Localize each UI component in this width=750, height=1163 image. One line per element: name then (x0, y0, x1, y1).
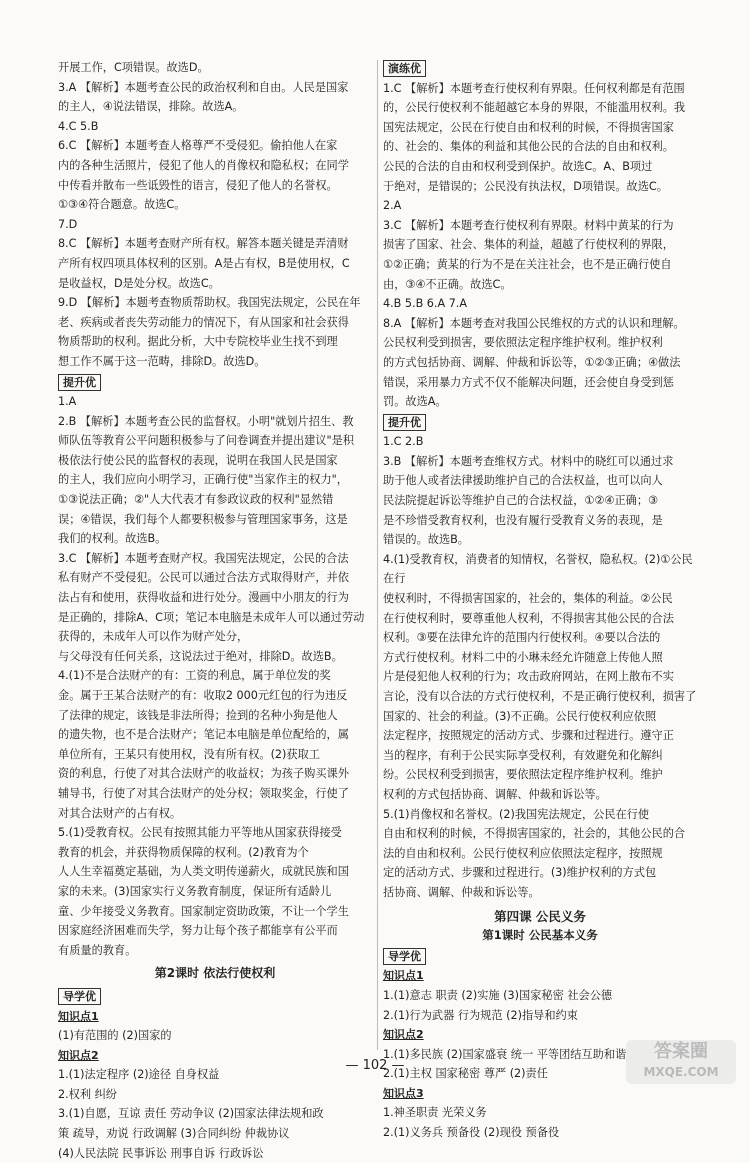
text-line: 4.C 5.B (58, 119, 99, 133)
text-line: 的方式包括协商、调解、仲裁和诉讼等，①②③正确；④做法 (383, 355, 681, 369)
text-line: 人人生幸福奠定基础，为人类文明传递薪火，成就民族和国 (58, 865, 349, 879)
text-line: 5.(1)受教育权。公民有按照其能力平等地从国家获得接受 (58, 826, 342, 840)
text-line: 教育的机会，并获得物质保障的权利。(2)教育为个 (58, 845, 309, 859)
text-line: 使权利时，不得损害国家的，社会的，集体的利益。②公民 (383, 592, 673, 606)
text-line: 定的活动方式、步骤和过程进行。(3)维护权利的方式包 (383, 866, 657, 880)
text-line: (1)有范围的 (2)国家的 (58, 1029, 172, 1043)
text-line: 罚。故选A。 (383, 395, 447, 409)
text-line: 的、社会的、集体的利益和其他公民的合法的自由和权利。 (383, 140, 674, 154)
text-line: 公民权利受到损害，要依照法定程序维护权利。维护权利 (383, 336, 663, 350)
text-line: 3.C 【解析】本题考查行使权利有界限。材料中黄某的行为 (383, 218, 674, 232)
text-line: 2.(1)主权 国家秘密 尊严 (2)责任 (383, 1067, 548, 1081)
text-line: 2.(1)行为武器 行为规范 (2)指导和约束 (383, 1008, 578, 1022)
text-line: 策 疏导，劝说 行政调解 (3)合同纠纷 仲裁协议 (58, 1127, 290, 1141)
text-line: 9.D 【解析】本题考查物质帮助权。我国宪法规定，公民在年 (58, 296, 361, 310)
text-line: 当的程序，有利于公民实际享受权利，有效避免和化解纠 (383, 748, 663, 762)
text-line: 民法院提起诉讼等维护自己的合法权益，①②④正确；③ (383, 494, 659, 508)
text-line: 5.(1)肖像权和名誉权。(2)我国宪法规定，公民在行使 (383, 807, 650, 821)
text-line: 权利的方式包括协商、调解、仲裁和诉讼等。 (383, 787, 607, 801)
text-line: 片是侵犯他人权利的行为；攻击政府网站，在网上散布不实 (383, 670, 674, 684)
watermark-line2: MXQE.COM (643, 1065, 719, 1079)
text-line: 2.B 【解析】本题考查公民的监督权。小明"就划片招生、教 (58, 414, 354, 428)
unit-title: 第四课 公民义务 (494, 908, 586, 924)
section-tag: 导学优 (58, 988, 101, 1005)
text-line: 开展工作，C项错误。故选D。 (58, 61, 209, 74)
text-line: 2.A (383, 199, 402, 213)
text-line: 在行使权利时，要尊重他人权利，不得损害其他公民的合法 (383, 611, 674, 625)
text-line: 言论，没有以合法的方式行使权利，不是正确行使权利，损害了 (383, 690, 697, 703)
text-line: 于绝对，是错误的；公民没有执法权，D项错误。故选C。 (383, 179, 668, 193)
text-line: 国宪法规定，公民在行使自由和权利的时候，不得损害国家 (383, 120, 674, 134)
text-line: 3.C 【解析】本题考查财产权。我国宪法规定，公民的合法 (58, 551, 349, 565)
text-line: 1.(1)多民族 (2)国家盛衰 统一 平等团结互助和谐 (383, 1047, 627, 1061)
text-line: 方式行使权利。材料二中的小琳未经允许随意上传他人照 (383, 650, 663, 664)
text-line: 因家庭经济困难而失学，努力让每个孩子都能享有公平而 (58, 924, 338, 938)
text-line: 是收益权，D是处分权。故选C。 (58, 276, 220, 290)
text-line: 物质帮助的权利。据此分析，大中专院校毕业生找不到理 (58, 335, 338, 349)
text-line: 由，③④不正确。故选C。 (383, 277, 512, 291)
text-line: ①③④符合题意。故选C。 (58, 198, 186, 212)
text-line: 与父母没有任何关系，这说法过于绝对，排除D。故选B。 (58, 649, 343, 663)
text-line: 损害了国家、社会、集体的利益，超越了行使权利的界限， (383, 238, 674, 252)
text-line: 8.A 【解析】本题考查对我国公民维权的方式的认识和理解。 (383, 316, 685, 330)
text-line: ①③说法正确；②"人大代表才有参政议政的权利"显然错 (58, 493, 334, 507)
text-line: ①②正确；黄某的行为不是在关注社会，也不是正确行使自 (383, 257, 672, 271)
knowledge-point-label: 知识点2 (383, 1028, 424, 1042)
text-line: 的主人，④说法错误，排除。故选A。 (58, 100, 244, 114)
text-line: 7.D (58, 217, 78, 231)
right-column (383, 58, 697, 1143)
watermark-line1: 答案圈 (654, 1041, 708, 1062)
knowledge-point-label: 知识点2 (58, 1048, 99, 1062)
page-number: — 102 — (345, 1058, 405, 1073)
text-line: 1.C 【解析】本题考查行使权利有界限。任何权利都是有范围 (383, 81, 685, 95)
text-line: 3.(1)自愿，互谅 责任 劳动争议 (2)国家法律法规和政 (58, 1107, 324, 1121)
text-line: 中传看并散布一些诋毁性的语言，侵犯了他人的名誉权。 (58, 178, 338, 192)
text-line: 括协商、调解、仲裁和诉讼等。 (383, 885, 540, 899)
text-line: 8.C 【解析】本题考查财产所有权。解答本题关键是弄清财 (58, 237, 349, 251)
text-line: 国家的、社会的利益。(3)不正确。公民行使权利应依照 (383, 709, 657, 723)
unit-subtitle: 第1课时 公民基本义务 (482, 928, 598, 943)
text-line: 1.(1)法定程序 (2)途径 自身权益 (58, 1068, 220, 1082)
text-line: (4)人民法院 民事诉讼 刑事自诉 行政诉讼 (58, 1146, 264, 1160)
text-line: 3.B 【解析】本题考查维权方式。材料中的晓红可以通过求 (383, 454, 674, 468)
text-line: 了法律的规定，该钱是非法所得；捡到的名种小狗是他人 (58, 708, 338, 722)
text-line: 法的自由和权利。公民行使权利应依照法定程序，按照规 (383, 846, 663, 860)
text-line: 是不珍惜受教育权利，也没有履行受教育义务的表现，是 (383, 513, 663, 527)
section-tag: 提升优 (383, 414, 426, 431)
text-line: 家的未来。(3)国家实行义务教育制度，保证所有适龄儿 (58, 884, 332, 898)
text-line: 法占有和使用，获得收益和进行处分。漫画中小朋友的行为 (58, 591, 349, 605)
text-line: 私有财产不受侵犯。公民可以通过合法方式取得财产，并依 (58, 571, 349, 585)
text-line: 有质量的教育。 (58, 943, 137, 957)
text-line: 1.A (58, 395, 77, 409)
text-line: 1.(1)意志 职责 (2)实施 (3)国家秘密 社会公德 (383, 988, 613, 1002)
text-line: 4.B 5.B 6.A 7.A (383, 297, 468, 311)
text-line: 公民的合法的自由和权利受到保护。故选C。A、B项过 (383, 159, 653, 173)
text-line: 误；④错误，我们每个人都要积极参与管理国家事务，这是 (58, 512, 348, 526)
text-line: 师队伍等教育公平问题积极参与了问卷调查并提出建议"是积 (58, 434, 355, 448)
column-divider (377, 60, 378, 1050)
text-line: 4.(1)受教育权，消费者的知情权，名誉权，隐私权。(2)①公民在行 (383, 552, 693, 586)
left-column (58, 58, 372, 1163)
text-line: 单位所有，王某只有使用权，没有所有权。(2)获取工 (58, 747, 320, 761)
section-tag: 演练优 (383, 60, 426, 77)
text-line: 的主人，我们应向小明学习，正确行使"当家作主的权力"， (58, 473, 348, 487)
text-line: 的，公民行使权利不能超越它本身的界限，不能滥用权利。我 (383, 101, 686, 115)
text-line: 极依法行使公民的监督权的表现，说明在我国人民是国家 (58, 453, 338, 467)
text-line: 自由和权利的时候，不得损害国家的，社会的，其他公民的合 (383, 827, 686, 841)
text-line: 老、疾病或者丧失劳动能力的情况下，有从国家和社会获得 (58, 315, 349, 329)
text-line: 助于他人或者法律援助维护自己的合法权益，也可以向人 (383, 474, 663, 488)
text-line: 6.C 【解析】本题考查人格尊严不受侵犯。偷拍他人在家 (58, 139, 338, 153)
text-line: 内的各种生活照片，侵犯了他人的肖像权和隐私权；在同学 (58, 158, 349, 172)
text-line: 获得的，未成年人可以作为财产处分， (58, 630, 249, 644)
text-line: 童、少年接受义务教育。国家制定资助政策，不让一个学生 (58, 904, 349, 918)
text-line: 权利。③要在法律允许的范围内行使权利。④要以合法的 (383, 631, 661, 645)
section-tag: 提升优 (58, 374, 101, 391)
text-line: 纷。公民权利受到损害，要依照法定程序维护权利。维护 (383, 768, 663, 782)
text-line: 辅导书，行使了对其合法财产的处分权；领取奖金，行使了 (58, 786, 349, 800)
text-line: 1.神圣职责 光荣义务 (383, 1106, 487, 1120)
text-line: 法定程序，按照规定的活动方式、步骤和过程进行。遵守正 (383, 729, 674, 743)
text-line: 错误的。故选B。 (383, 533, 469, 547)
text-line: 2.权利 纠纷 (58, 1087, 117, 1101)
text-line: 金。属于王某合法财产的有：收取2 000元红包的行为违反 (58, 689, 348, 702)
text-line: 产所有权四项具体权利的区别。A是占有权，B是使用权，C (58, 256, 350, 270)
text-line: 1.C 2.B (383, 435, 424, 449)
knowledge-point-label: 知识点1 (58, 1009, 99, 1023)
knowledge-point-label: 知识点1 (383, 969, 424, 983)
text-line: 想工作不属于这一范畴，排除D。故选D。 (58, 354, 266, 368)
text-line: 是正确的，排除A、C项；笔记本电脑是未成年人可以通过劳动 (58, 610, 365, 624)
section-tag: 导学优 (383, 948, 426, 965)
lesson-title: 第2课时 依法行使权利 (154, 966, 276, 981)
text-line: 对其合法财产的占有权。 (58, 806, 182, 820)
text-line: 我们的权利。故选B。 (58, 532, 167, 546)
text-line: 错误，采用暴力方式不仅不能解决问题，还会使自身受到惩 (383, 375, 674, 389)
text-line: 2.(1)义务兵 预备役 (2)现役 预备役 (383, 1126, 560, 1140)
text-line: 3.A 【解析】本题考查公民的政治权利和自由。人民是国家 (58, 80, 349, 94)
text-line: 的遗失物，也不是合法财产；笔记本电脑是单位配给的，属 (58, 728, 349, 742)
knowledge-point-label: 知识点3 (383, 1086, 424, 1100)
text-line: 4.(1)不是合法财产的有：工资的利息，属于单位发的奖 (58, 669, 331, 683)
watermark-logo (626, 1040, 736, 1084)
text-line: 资的利息，行使了对其合法财产的收益权；为孩子购买课外 (58, 767, 349, 781)
